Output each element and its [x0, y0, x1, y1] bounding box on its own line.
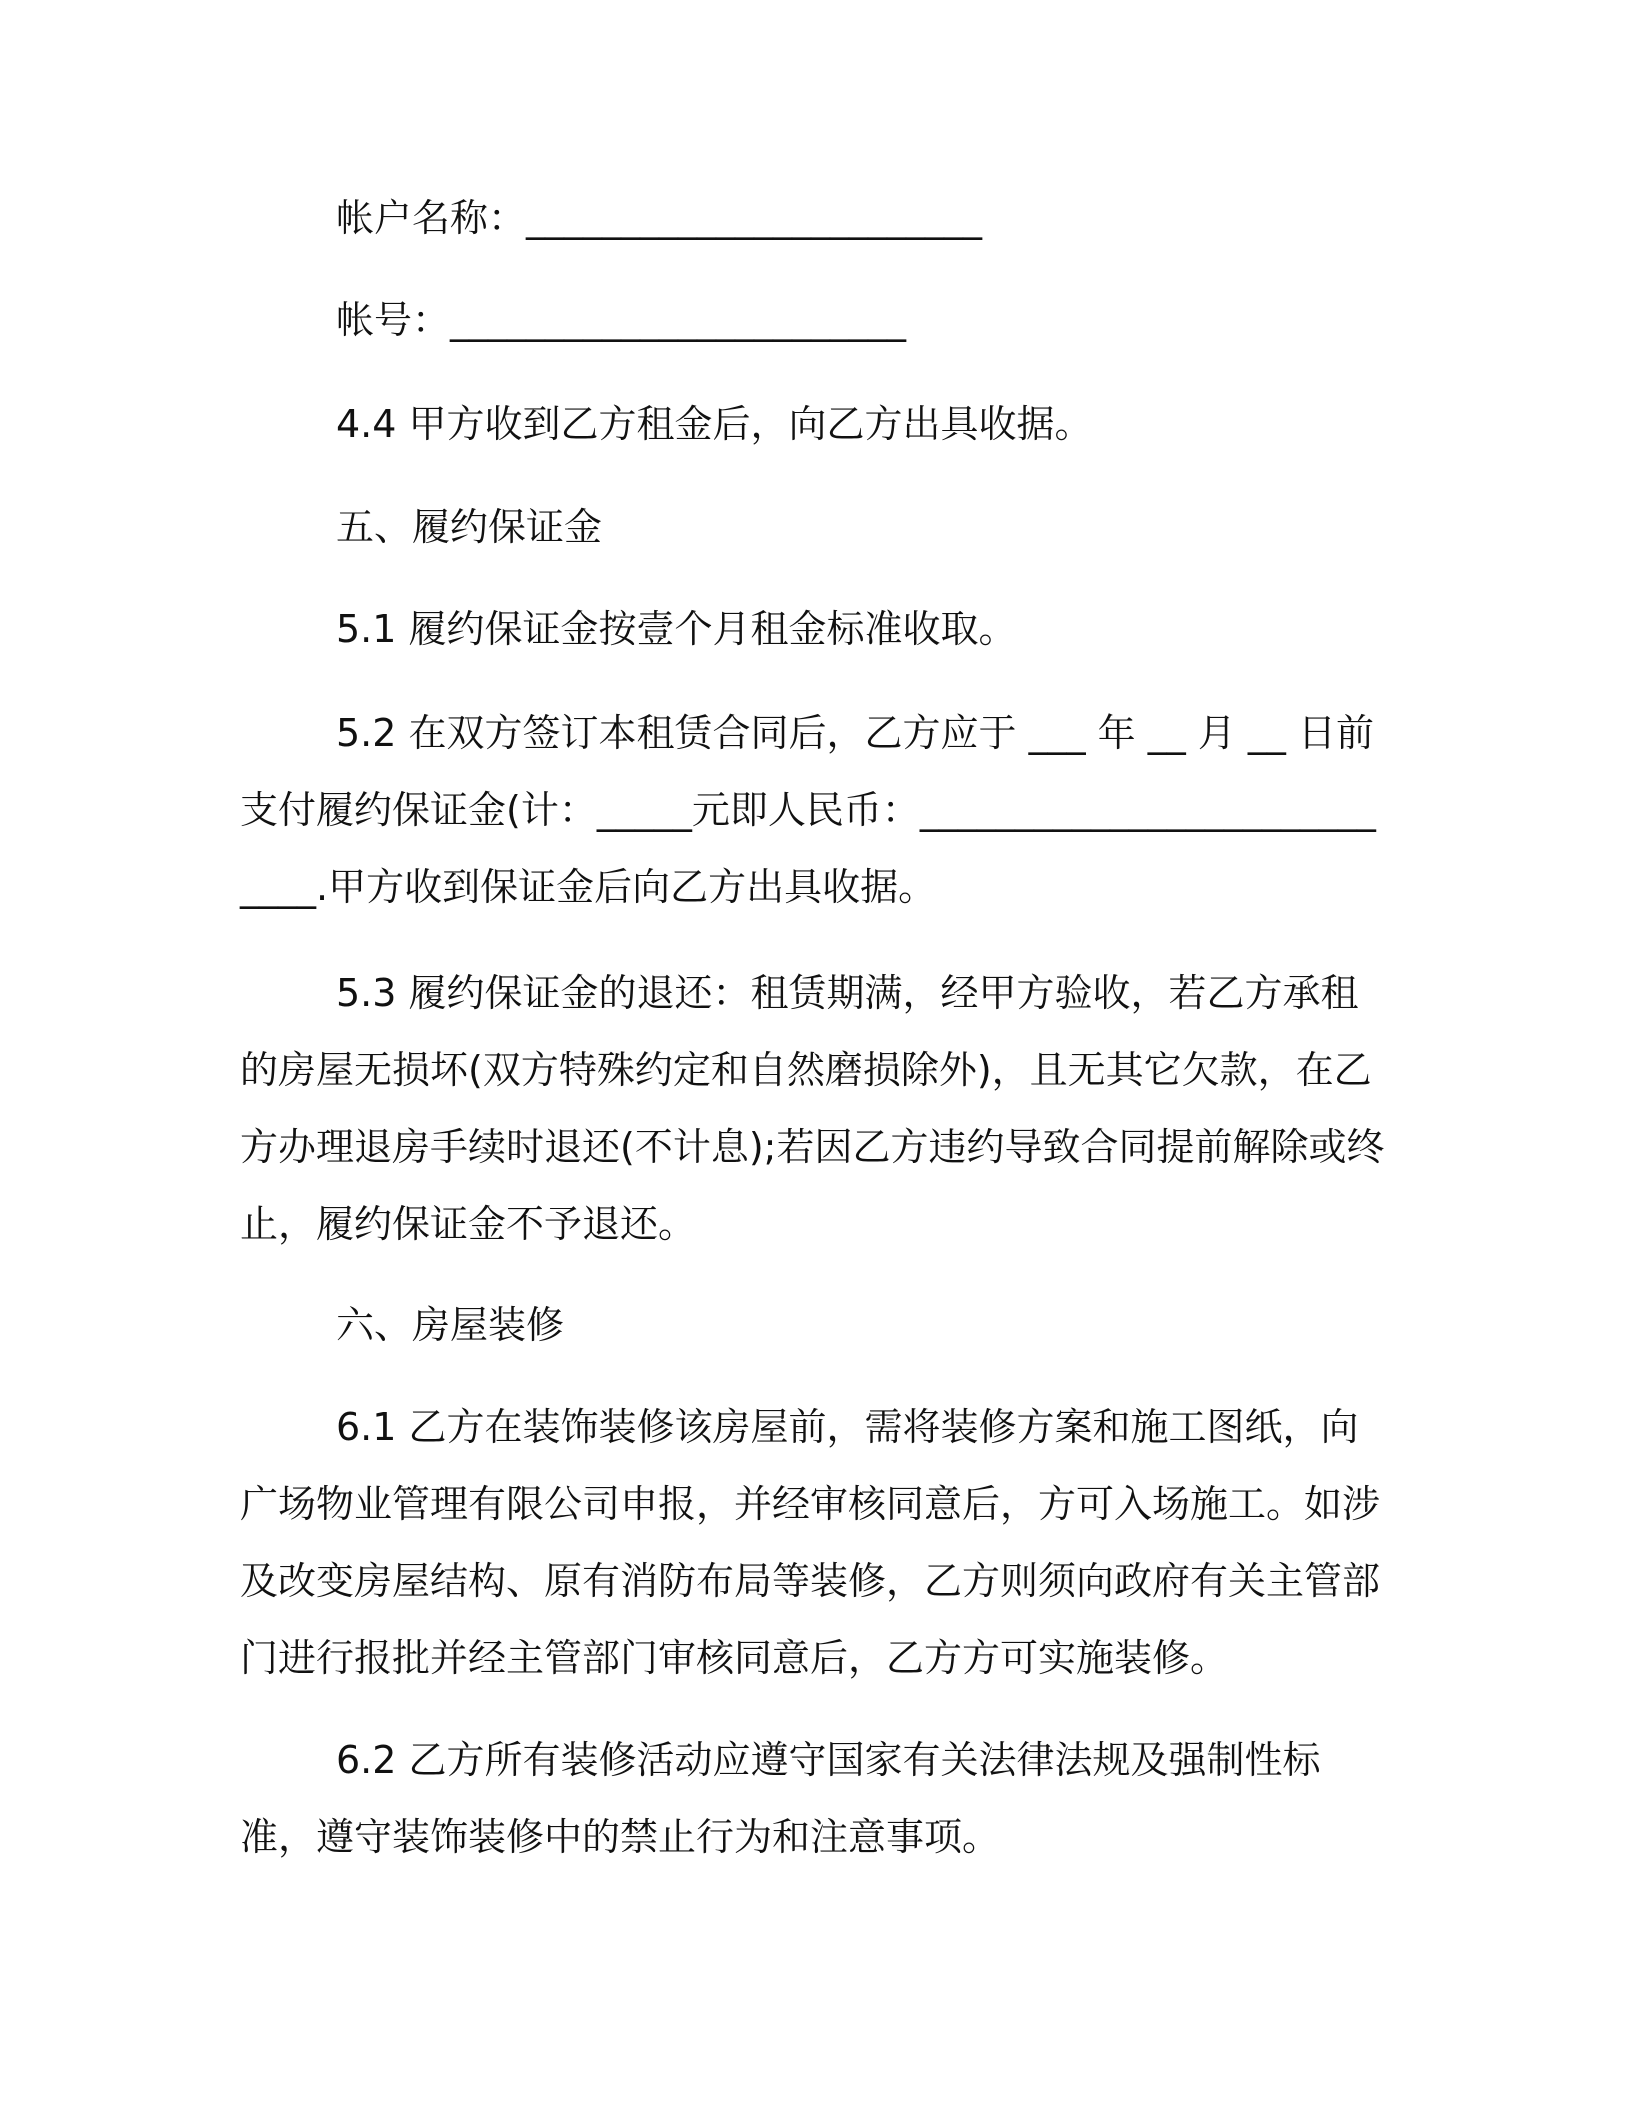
clause-6-2: 6.2 乙方所有装修活动应遵守国家有关法律法规及强制性标准，遵守装饰装修中的禁止行为和注意事项。 — [240, 1738, 1321, 1859]
account-name-field: 帐户名称：________________________ — [336, 196, 983, 240]
section-6-heading: 六、房屋装修 — [336, 1303, 565, 1347]
clause-4-4: 4.4 甲方收到乙方租金后，向乙方出具收据。 — [336, 402, 1093, 446]
clause-5-3: 5.3 履约保证金的退还：租赁期满，经甲方验收，若乙方承租的房屋无损坏(双方特殊约定和自然磨损除外)，且无其它欠款，在乙方办理退房手续时退还(不计息);若因乙方违约导致合同提前解除或终止，履约保证金不予退还。 — [240, 971, 1385, 1246]
section-5-heading: 五、履约保证金 — [336, 505, 603, 549]
clause-5-1: 5.1 履约保证金按壹个月租金标准收取。 — [336, 607, 1017, 651]
clause-5-2: 5.2 在双方签订本租赁合同后，乙方应于 ___ 年 __ 月 __ 日前支付履约保证金(计：_____元即人民币：____________________________.甲方收到保证金后向乙方出具收据。 — [240, 711, 1376, 909]
account-number-field: 帐号：________________________ — [336, 298, 907, 342]
clause-6-1: 6.1 乙方在装饰装修该房屋前，需将装修方案和施工图纸，向广场物业管理有限公司申报，并经审核同意后，方可入场施工。如涉及改变房屋结构、原有消防布局等装修，乙方则须向政府有关主管部门进行报批并经主管部门审核同意后，乙方方可实施装修。 — [240, 1405, 1381, 1680]
